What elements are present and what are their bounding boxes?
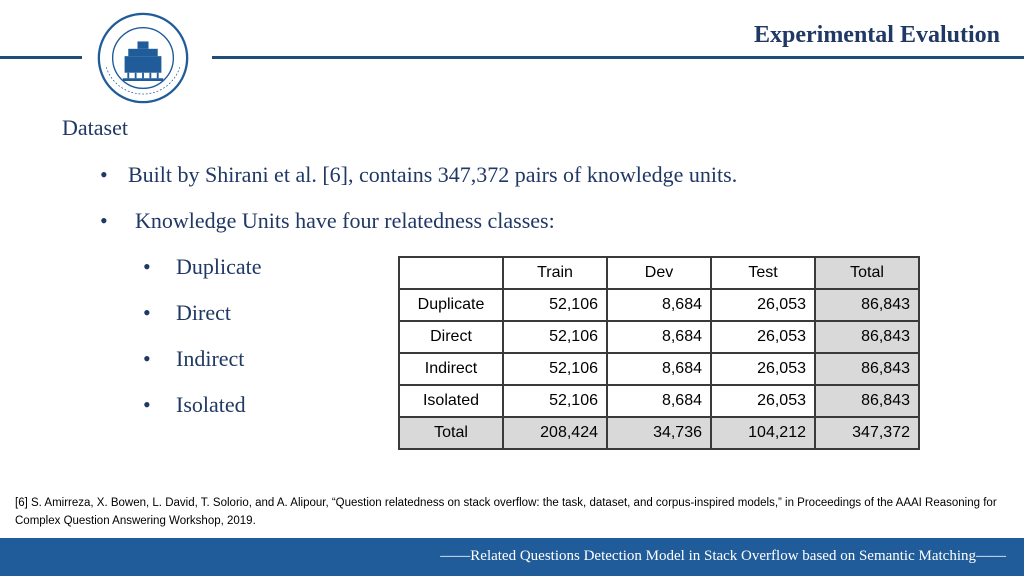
table-cell: Isolated [399, 385, 503, 417]
bullet-icon: • [143, 346, 151, 371]
dataset-table [398, 256, 920, 450]
sub-bullet-item [143, 254, 262, 280]
table-cell: 52,106 [503, 321, 607, 353]
bullet-icon: • [100, 208, 108, 233]
table-cell: 208,424 [503, 417, 607, 449]
bullet-item [100, 162, 737, 188]
bullet-icon: • [143, 392, 151, 417]
footer-text: ——Related Questions Detection Model in Stack Overflow based on Semantic Matching—— [440, 548, 1006, 564]
table-cell: 26,053 [711, 385, 815, 417]
bullet-icon: • [143, 300, 151, 325]
table-cell: Total [399, 417, 503, 449]
sub-bullet-item [143, 300, 231, 326]
footer-bar [0, 538, 1024, 576]
table-header-cell [399, 257, 503, 289]
table-cell: 52,106 [503, 385, 607, 417]
table-cell: 86,843 [815, 385, 919, 417]
table-cell: 86,843 [815, 321, 919, 353]
table-cell: 347,372 [815, 417, 919, 449]
bullet-icon: • [100, 162, 108, 187]
footnote: [6] S. Amirreza, X. Bowen, L. David, T. Solorio, and A. Alipour, “Question relatedness on stack overflow: the task, dataset, and corpus-inspired models,” in Proceedings of the AAAI Reasoning for Complex Question Answering Workshop, 2019. [15, 497, 997, 527]
sub-bullet-item [143, 392, 246, 418]
table-cell: Direct [399, 321, 503, 353]
section-heading: Dataset [62, 115, 128, 140]
table-cell: 86,843 [815, 353, 919, 385]
table-header-cell: Dev [607, 257, 711, 289]
table-cell: 26,053 [711, 289, 815, 321]
table-row [399, 289, 919, 321]
table-row [399, 321, 919, 353]
sub-bullet-text: Isolated [176, 392, 246, 417]
table-cell: 8,684 [607, 385, 711, 417]
header-rule-left [0, 56, 82, 59]
table-header-cell: Total [815, 257, 919, 289]
sub-bullet-item [143, 346, 244, 372]
table-header-row [399, 257, 919, 289]
table-cell: 86,843 [815, 289, 919, 321]
sub-bullet-text: Direct [176, 300, 231, 325]
bullet-text: Knowledge Units have four relatedness classes: [135, 208, 555, 233]
table-cell: 52,106 [503, 289, 607, 321]
table-cell: Indirect [399, 353, 503, 385]
bullet-text: Built by Shirani et al. [6], contains 347,372 pairs of knowledge units. [128, 162, 738, 187]
table-row [399, 385, 919, 417]
sub-bullet-text: Indirect [176, 346, 245, 371]
bullet-icon: • [143, 254, 151, 279]
table-cell: 26,053 [711, 321, 815, 353]
table-cell: 26,053 [711, 353, 815, 385]
table-cell: 34,736 [607, 417, 711, 449]
header-rule-right [212, 56, 1024, 59]
sub-bullet-text: Duplicate [176, 254, 262, 279]
table-cell: Duplicate [399, 289, 503, 321]
table-row [399, 353, 919, 385]
table-cell: 8,684 [607, 321, 711, 353]
bullet-item [100, 208, 555, 234]
table-header-cell: Train [503, 257, 607, 289]
table-cell: 104,212 [711, 417, 815, 449]
university-logo [97, 12, 189, 104]
table-header-cell: Test [711, 257, 815, 289]
page-title: Experimental Evalution [753, 22, 1000, 48]
table-cell: 8,684 [607, 289, 711, 321]
table-cell: 8,684 [607, 353, 711, 385]
table-cell: 52,106 [503, 353, 607, 385]
table-total-row [399, 417, 919, 449]
